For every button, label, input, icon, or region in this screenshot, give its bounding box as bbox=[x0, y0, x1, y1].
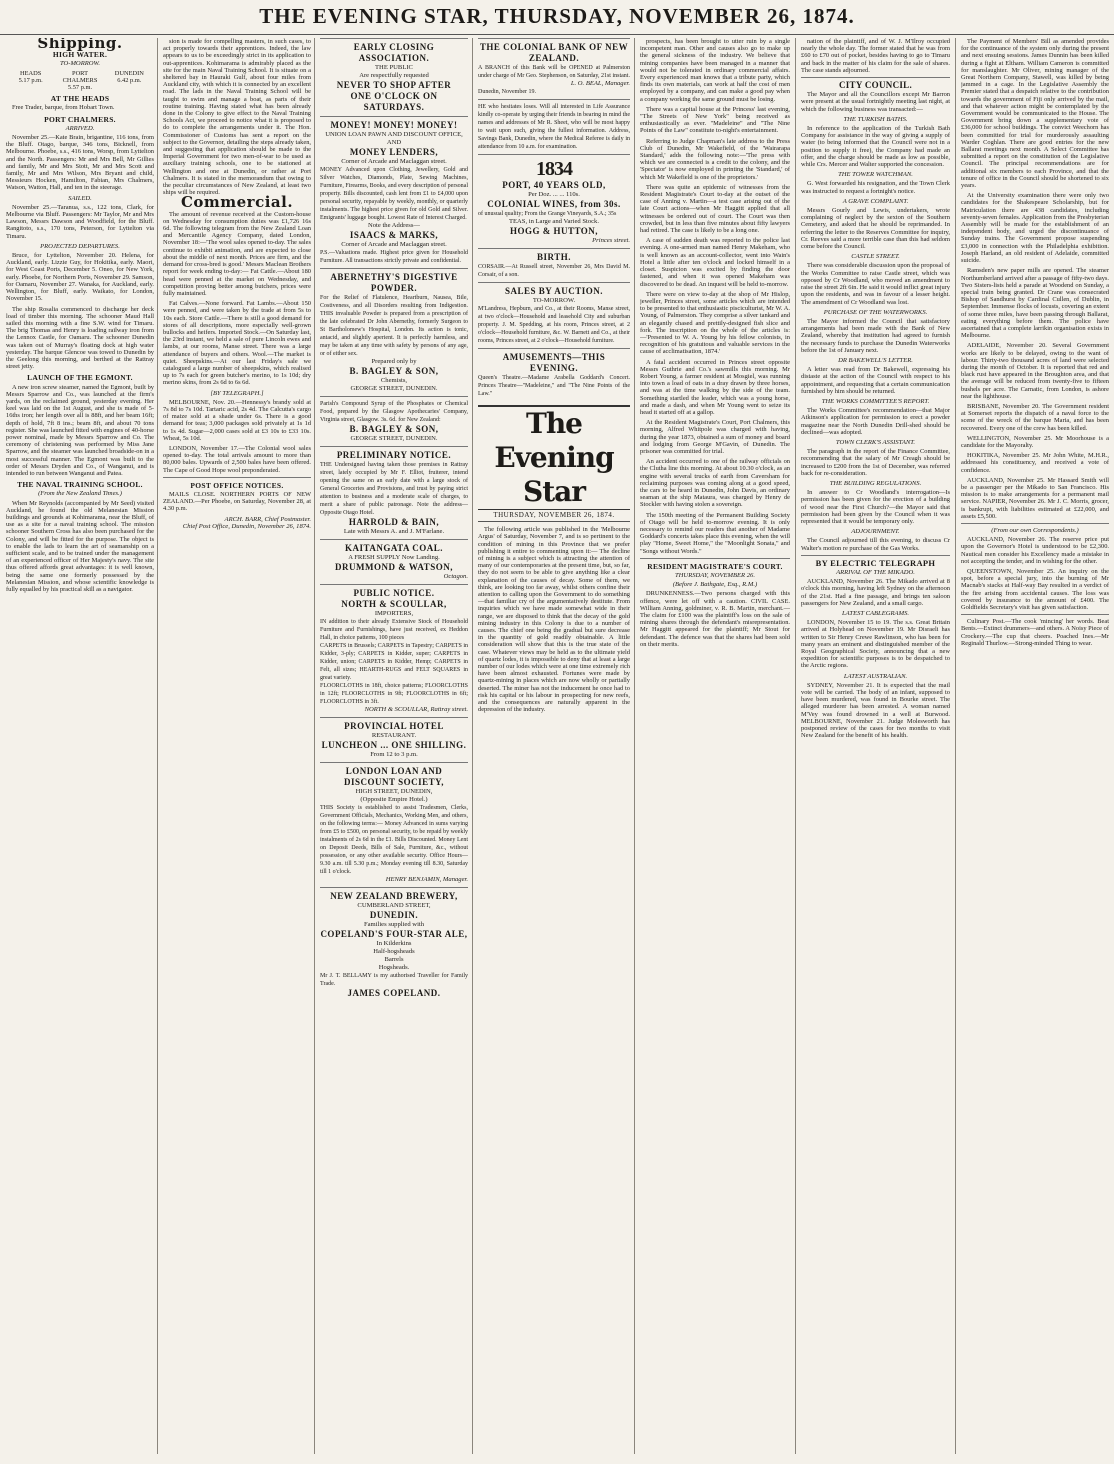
paragraph: AUCKLAND, November 26. The reserve price put upon the Governor's Hotel is understood to be £2,300. Nautical men consider his Excellency made a mistake in not accepting the tender, and in wishing for the other. bbox=[961, 536, 1109, 565]
paragraph: LONDON, November 15 to 19. The s.s. Great Britain arrived at Holyhead on November 19. Mr Disraeli has written to Sir Henry Crewe Rawlinson, who has been for many years an eminent and distinguished member of the Royal Geographical Society, announcing that a new expedition for scientific purposes is to be despatched to the Arctic regions. bbox=[801, 619, 950, 670]
ad-line: UNION LOAN PAWN AND DISCOUNT OFFICE, bbox=[325, 131, 463, 138]
paragraph: Ramsden's new paper mills are opened. The steamer Northumberland arrived after a passage of fifty-two days. Two Sisters-lists held a parade at Woodend on Sunday, a special train being granted. Dr Crane was consecrated Bishop of Sandhurst by Cardinal Cullen, of Dublin, in September. Immense flocks of locusts, covering an extent of some three miles, have been passing through Ballarat, eating everything before them. The police have ascertained that a complete larrikin organisation exists in Melbourne. bbox=[961, 267, 1109, 340]
paragraph: The Council adjourned till this evening, to discuss Cr Walter's motion re purchase of the Gas Works. bbox=[801, 537, 950, 552]
paragraph: The paragraph in the report of the Finance Committee, recommending that the salary of Mr Creagh should be increased to £200 from the 1st of December, was referred back for re-consideration. bbox=[801, 448, 950, 477]
paragraph: Referring to Judge Chapman's late address to the Press Club of Dunedin, Mr Wakefield, of the 'Wairarapa Standard,' adds the following note:—'The press with which we are connected is a credit to the colony, and the 'Spectator' is now employed in printing the 'Standard,' of which Mr Wakefield is one of the proprietors.' bbox=[640, 137, 790, 181]
column-rule bbox=[795, 38, 796, 1454]
paragraph: A fatal accident occurred in Princes street opposite Messrs Guthrie and Co.'s sawmills this morning. Mr Robert Young, a farmer resident at Mosgiel, was running into town a load of oats in a dray drawn by three horses, and was at the time walking by the side of the team. Something startled the leader, which was a young horse, and made a dash, and when Mr Young went to seize its head it started off at a gallop. bbox=[640, 358, 790, 416]
paragraph: sion is made for compelling masters, in such cases, to act properly towards their apprentices. Indeed, the law appears to us to be exceedingly strict in its application to out-apprentices. Kohimarama is admirably placed as the site for the main Naval Training School. It is situate on a sheltered bay in Hauraki Gulf, about four miles from Auckland city, with which it is connected by an excellent road. The lads in the Naval Training School will be taught to swim and manage a boat, as parts of their routine training. Having stated what has been already done in the Colony to give effect to the Naval Training Schools Act, we proceed to notice what it is proposed to do to complete the arrangements under it. The Hon. Commissioner of Customs has sent a report on the subject to the Governor, detailing the steps already taken, and suggesting that application should be made to the Imperial Government for two men-of-war to be used as auxiliary training schools, one to be stationed at Wellington and one at Dunedin, or rather at Port Chalmers. It is stated in the memorandum that owing to the peculiar circumstances of New Zealand, at least two ships will be required. bbox=[163, 38, 311, 197]
paragraph: The Payment of Members' Bill as amended provides for the continuance of the system only during the present and next ensuing sessions. James Dunnin has been killed during a fight at Eltham. William Cameron is committed for manslaughter. Mr Oliver, mining manager of the Great Northern Company, Stawell, was killed by being jammed in a cage. In the Legislative Assembly the Premier stated that a despatch relative to the contribution towards the government of Fiji only arrived by the mail, and that whatever action might be contemplated by the Government would be communicated to the House. The Government bring down a supplementary vote of £36,000 for school buildings. The convict Weechorn has been committed for trial for murderously assaulting Warder Coghlan. There are good entries for the new Ballarat meetings next month. A Select Committee has submitted a report on the constitution of the Legislative Council. The principal recommendations are for additional six members to each Province, and that the tenure of office in the Council should be shortened to six years. bbox=[961, 38, 1109, 190]
paragraph: When Mr Reynolds (accompanied by Mr Seed) visited Auckland, he found the old Melanesian Mission buildings and grounds at Kohimarama, near the Bluff, of use as a site for a naval training school. The mission schooner Southern Cross has also been purchased for the Colony, and will be fitted for the purpose. The object is to enable the lads to learn the art of seamanship on a sufficient scale, and to be trained under the management of an experienced officer of Her Majesty's navy. The site thus offered affords great advantages: it is well known, being the same one formerly possessed by the Melanesian Mission, and whose scientific knowledge is fully equalled by his practical skill as a navigator. bbox=[6, 499, 154, 594]
ad-body: CARPETS in Brussels; CARPETS in Tapestry; CARPETS in Kidder, 3-ply; CARPETS in Kidder, super; CARPETS in Kidder, union; CARPETS in Kidder, Hemp; CARPETS in Felt, all sizes; HEARTH-RUGS and FELT SQUARES in great variety. bbox=[320, 643, 468, 681]
ad-union-loan bbox=[320, 116, 468, 268]
ad-year: 1834 bbox=[536, 158, 572, 180]
ad-line: COLONIAL WINES, from 30s. bbox=[487, 199, 621, 209]
ad-provincial-hotel bbox=[320, 717, 468, 762]
ad-line: From 12 to 3 p.m. bbox=[370, 751, 418, 758]
ad-line: THE PUBLIC bbox=[375, 64, 413, 71]
ad-colonial-bank bbox=[478, 38, 630, 99]
ad-advertiser: DRUMMOND & WATSON, bbox=[335, 562, 453, 572]
notice-body: Queen's Theatre.—Madame Arabella Goddard's Concert. Princes Theatre—"Madeleine," and "The Nine Points of the Law." bbox=[478, 375, 630, 397]
tide-heading: HIGH WATER. bbox=[52, 50, 108, 60]
tide-entry bbox=[55, 70, 104, 92]
ad-wine-merchant bbox=[478, 154, 630, 248]
article-heading: THE NAVAL TRAINING SCHOOL. bbox=[17, 480, 143, 490]
ad-body: For the Relief of Flatulence, Heartburn, Nausea, Bile, Costiveness, and all Disorders resulting from Indigestion. THIS invaluable Powder is prepared from a prescription of the late celebrated Dr John Abernethy, formerly Surgeon to St Bartholomew's Hospital, London. Its action is tonic, antacid, and slightly aperient. It is perfectly harmless, and may be taken at any time with safety by persons of any age, or of either sex. bbox=[320, 295, 468, 357]
column-rule bbox=[157, 38, 158, 1454]
ad-address: GEORGE STREET, DUNEDIN. bbox=[350, 385, 438, 392]
paragraph: At the University examination there were only two candidates for the Shakespeare Scholarship, but for Matriculation there are 438 candidates, including seventy-seven females. Application from the Presbyterian Assembly will be made for the establishment of an independent body, and urged the discontinuance of Sunday trains. The Government propose suspending £3,000 in connection with the Philadelphia exhibition. Joseph Harland, an old resident of Adelaide, committed suicide. bbox=[961, 192, 1109, 265]
paragraph: Culinary Post.—The cook 'mincing' her words. Beat Bents.—Extinct drummers—and others. A Noisy Piece of Crockery.—The cup that cheers. Poached Ines.—Mr Reginald Thurlow.—Strong-minded Thing to wear. bbox=[961, 618, 1109, 647]
tide-subheading: TO-MORROW. bbox=[59, 60, 101, 68]
masthead: THE EVENING STAR, THURSDAY, NOVEMBER 26, 1874. bbox=[0, 4, 1114, 35]
paragraph: MELBOURNE, Nov. 20.—Hennessy's brandy sold at 7s 8d to 7s 10d. Tartaric acid, 2s 4d. The Calcutta's cargo of maize sold at a shade under 6s. There is a good demand for teas; 3,000 packages sold privately at 1s 1d to 1s 4d. Sugar—2,000 cases sold at £3 10s to £33 10s. Wheat, 5s 10d. bbox=[163, 398, 311, 442]
subheading: A GRAVE COMPLAINT. bbox=[842, 197, 909, 205]
paragraph: The Mayor and all the Councillors except Mr Barron were present at the usual fortnightly meeting last night, at which the following business was transacted:— bbox=[801, 91, 950, 113]
ad-line: A FRESH SUPPLY Now Landing. bbox=[348, 554, 440, 561]
ad-heading: THE COLONIAL BANK OF NEW ZEALAND. bbox=[479, 42, 629, 63]
ad-body: THE Undersigned having taken those premises in Rattray street, lately occupied by Mr F. Elliot, fruiterer, intend opening the same on an early date with a large stock of General Groceries and Provisions, and trust by paying strict attention to business and a moderate scale of charges, to merit a share of public patronage. Note the address—Opposite Otago Hotel. bbox=[320, 462, 468, 516]
column-local-news bbox=[640, 38, 790, 1454]
paragraph: Free Trader, barque, from Hobart Town. bbox=[12, 104, 115, 112]
paragraph: Bruce, for Lyttelton, November 20. Helena, for Auckland, early. Lizzie Guy, for Hokitika, early. Maori, for West Coast Ports, December 5. Oneo, for New York, early. Phoebe, for Northern Ports, November 29. Samson, for Oamaru, November 27. Wanaka, for Auckland, early. Wellington, for Bluff, early. Waikato, for London, November 15. bbox=[6, 252, 154, 303]
subheading: LATEST AUSTRALIAN. bbox=[843, 672, 908, 680]
ad-body: IN addition to their already Extensive Stock of Household Furniture and Furnishings, have just received, ex Heddon Hall, in choice patterns, 100 pieces bbox=[320, 619, 468, 641]
paragraph: The amount of revenue received at the Custom-house on Wednesday for consumption duties was £1,726 16s 6d. The following telegram from the New Zealand Loan and Mercantile Agency Company, dated London, November 18:—'The wool sales opened to-day. The sales continue to exhibit animation, and are expected to close about the middle of next month. Prices are firm, and the demand for cross-bred is good.' Messrs Maclean Brothers report for week ending to-day:— Fat Cattle.—About 180 head were penned at the market on Wednesday, and competition proving better among butchers, prices were fully maintained. bbox=[163, 210, 311, 297]
paragraph: There was a capital house at the Princess' last evening, "The Streets of New York" being received as enthusiastically as ever. "Madeleine" and "The Nine Points of the Law" constitute to-night's entertainment. bbox=[640, 105, 790, 135]
column-notices-leader bbox=[478, 38, 630, 1454]
auction-sales bbox=[478, 282, 630, 348]
ad-body: P.S.—Valuations made. Highest price given for Household Furniture. All transactions strictly private and confidential. bbox=[320, 250, 468, 264]
ad-address: Princes street. bbox=[592, 237, 630, 244]
column-rule bbox=[472, 38, 473, 1454]
ad-advertiser: HARROLD & BAIN, bbox=[348, 517, 440, 527]
ad-heading: PUBLIC NOTICE. bbox=[353, 588, 435, 598]
paragraph: Messrs Gourly and Lewis, undertakers, wrote complaining of neglect by the sexton of the Southern Cemetery, and asked that he should be reprimanded. In referring the letter to the Reserves Committee for inquiry, Cr. Reeves said a more terrible case than this had seldom come before the Council. bbox=[801, 207, 950, 251]
subheading: TOWN CLERK'S ASSISTANT. bbox=[835, 438, 916, 446]
amusements bbox=[478, 348, 630, 401]
ad-line: DUNEDIN. bbox=[369, 910, 419, 920]
paragraph: DRUNKENNESS.—Two persons charged with this offence, were let off with a caution. CIVIL CASE. William Anning, goldminer, v. R. B. Martin, merchant.—The claim for £100 was the plaintiff's loss on the sale of mining shares through the defendant's misrepresentation. Mr Haggitt appeared for the plaintiff; Mr Stout for defendant. The defence was that the shares had been sold on their merits. bbox=[640, 590, 790, 648]
ad-early-closing bbox=[320, 38, 468, 116]
ad-life-assurance bbox=[478, 99, 630, 154]
divider bbox=[961, 614, 1109, 615]
subheading: ADJOURNMENT. bbox=[851, 528, 900, 536]
paragraph: At the Resident Magistrate's Court, Port Chalmers, this morning, Alfred Whitpole was charged with having, during the year 1873, obtained a sum of money and board and lodging from George M'Gavin, of Dunedin. The prisoner was committed for trial. bbox=[640, 419, 790, 455]
paragraph: A letter was read from Dr Bakewell, expressing his distaste at the action of the Council with respect to his appointment, and requesting that a certain communication furnished by him should be returned. bbox=[801, 366, 950, 395]
paragraph: HOKITIKA, November 25. Mr John White, M.H.R., addressed his constituency, and received a vote of confidence. bbox=[961, 452, 1109, 474]
signature: JAMES COPELAND. bbox=[347, 988, 441, 998]
article-heading: BY ELECTRIC TELEGRAPH bbox=[815, 557, 936, 568]
ad-address: Octagon. bbox=[443, 573, 468, 580]
column-rule bbox=[314, 38, 315, 1454]
ad-line: TO-MORROW. bbox=[532, 297, 576, 304]
ad-body: Mr J. T. BELLAMY is my authorised Traveller for Family Trade. bbox=[320, 973, 468, 987]
paragraph: SYDNEY, November 21. It is expected that the mail vote will be carried. The body of an infant, supposed to have been murdered, was found in Bourke street. The alleged murderer has been arrested. A woman named M'Vey was found drowned in a well at Burwood. MELBOURNE, November 21. Judge Molesworth has postponed review of the cases for two months to visit New Zealand for the benefit of his health. bbox=[801, 681, 950, 740]
ad-heading: KAITANGATA COAL. bbox=[344, 543, 443, 553]
paragraph: The ship Rosalia commenced to discharge her deck load of timber this morning. The schooner Maud Hall sailed this morning with a fine S.W. wind for Timaru. The brig Thomas and Henry is loading railway iron from the Lennox Castle, for Oamaru. The schooner Dunedin was taken out of Murray's floating dock at high water yesterday. The barque Glencoe was towed to Dunedin by the Geelong this morning, and berthed at the Rattray street jetty. bbox=[6, 305, 154, 371]
ad-line: Note the Address— bbox=[367, 222, 420, 229]
tide-table bbox=[6, 70, 154, 92]
notice-heading: POST OFFICE NOTICES. bbox=[190, 480, 284, 490]
ad-line: (Opposite Empire Hotel.) bbox=[360, 796, 428, 803]
column-telegraph-continued bbox=[961, 38, 1109, 1454]
ad-heading: ABERNETHY'S DIGESTIVE POWDER. bbox=[330, 272, 458, 293]
notice-body: CORSAIR.—At Russell street, November 26, Mrs David M. Corsair, of a son. bbox=[478, 264, 630, 278]
ad-line: Families supplied with bbox=[363, 921, 425, 928]
ad-line: TEAS, in Large and Varied Stock. bbox=[508, 218, 600, 225]
ad-kaitangata-coal bbox=[320, 539, 468, 584]
dateline: Chief Post Office, Dunedin, November 26, 1874. bbox=[182, 522, 311, 530]
subheading: ARRIVAL OF THE MIKADO. bbox=[836, 569, 915, 576]
paragraph: In answer to Cr Woodland's interrogation—Is permission has been given for the erection of a building of wood near the First Church?—the Mayor said that permission had been given by the Council when it was represented that it would be temporary only. bbox=[801, 489, 950, 525]
ad-heading: MONEY! MONEY! MONEY! bbox=[330, 120, 458, 130]
ad-heading: LONDON LOAN AND DISCOUNT SOCIETY, bbox=[343, 766, 445, 787]
paragraph: The 150th meeting of the Permanent Building Society of Otago will be held to-morrow evening. It is only necessary to remind our readers that another of Madame Goddard's concerts takes place this evening, when the will play "Home, Sweet Home," the "Moonlight Sonata," and "Songs without Words." bbox=[640, 511, 790, 555]
tide-place: HEADS bbox=[20, 69, 42, 77]
notice-heading: SALES BY AUCTION. bbox=[505, 286, 603, 296]
article-heading: RESIDENT MAGISTRATE'S COURT. bbox=[647, 561, 783, 571]
paper-title: The Evening Star bbox=[478, 405, 630, 510]
tide-entry bbox=[6, 70, 55, 92]
subheading: [BY TELEGRAPH.] bbox=[210, 389, 264, 397]
tide-time: 5.57 p.m. bbox=[67, 84, 93, 92]
paragraph: QUEENSTOWN, November 25. An inquiry on the spot, before a special jury, into the burning of Mr Macnab's stacks at Half-way Bay resulted in a verdict of the fire arising from accidental causes. The loss was covered by insurance to the amount of £400. The Goldfields Secretary's visit has given satisfaction. bbox=[961, 568, 1109, 612]
ad-heading: PRELIMINARY NOTICE. bbox=[336, 450, 452, 460]
leader-article: The following article was published in the 'Melbourne Argus' of Saturday, November 7, and is so pertinent to the condition of mining in this Province that we prefer publishing it entire to commenting upon it:— The decline of mining is a subject which is attracting the attention of many of our contemporaries at the present time, but, so far, they do not seem to be able to give anything like a clear explanation of the causes of decay. Some of them, we think, are looking too far away, whilst others confine their attention to calling upon the Government to do something—that familiar cry of the argumentatively destitute. From inquiries which we have made somewhat wide in their range, we are disposed to think that the decay of the gold mining industry in this Colony is due to a number of causes. The chief one being the gradual but sure decrease in the quantity of gold readily obtainable. A little consideration will show that this is the true state of the case. Whatever views may be held as to the ultimate yield of quartz lodes, it is impossible to deny that at least a large number of our lodes which were at one time extremely rich have been almost exhausted. Fortunes were made by quartz-mining in places which are now wholly or partially deserted. The miner has not the inducement he once had to risk his capital or his labour in prospecting for new reefs, and the consequences are naturally apparent in the depression of the industry. bbox=[478, 526, 630, 714]
ad-body: A BRANCH of this Bank will be OPENED at Palmerston under charge of Mr Geo. Stephenson, on Saturday, 21st instant. bbox=[478, 65, 630, 79]
signature: ARCH. BARR, Chief Postmaster. bbox=[224, 515, 311, 523]
ad-heading: PROVINCIAL HOTEL bbox=[344, 721, 444, 731]
paragraph: nation of the plaintiff, and of W. J. M'Ilroy occupied nearly the whole day. The former stated that he was from £60 to £70 out of pocket, besides having to go to Timaru and back in the matter of his claim for the sale of shares. The case stands adjourned. bbox=[801, 38, 950, 74]
paragraph: There was considerable discussion upon the proposal of the Works Committee to raise Castle street, which was opposed by Cr Woodland, who moved an amendment to raise the street 2ft 6in. He said it would inflict great injury upon the residents, and was in favour of a lesser height. The amendment of Cr Woodland was lost. bbox=[801, 262, 950, 306]
ad-line: ONE O'CLOCK ON SATURDAYS. bbox=[350, 91, 438, 112]
signature: HENRY BENJAMIN, Manager. bbox=[385, 876, 468, 883]
column-shipping bbox=[6, 38, 154, 1454]
ad-body: of unusual quality; From the Grange Vineyards, S.A.; 35s bbox=[478, 211, 617, 217]
ad-line: Prepared only by bbox=[371, 358, 417, 365]
ad-body: HE who hesitates loses. Will all interested in Life Assurance kindly co-operate by urging their friends in bearing in mind the names and addresses of Mr R. Sheet, who will be most happy to wait upon such, giving the fullest information. Address, Savings Bank, Dunedin, where the Medical Referee is daily in attendance from 10 a.m. for examination. bbox=[478, 104, 630, 150]
column-advertisements bbox=[320, 38, 468, 1454]
paragraph: Fat Calves.—None forward. Fat Lambs.—About 150 were penned, and were taken by the trade at from 5s to 10s each. Store Cattle.—There is still a good demand for stores of all descriptions, more especially well-grown bullocks and heifers. Imported Stock.—On Saturday last, the 23rd instant, we held a sale of pure Lincoln ewes and lambs, at our rooms, Manse street. There was a large attendance of buyers and others. Wool.—The market is quiet. Sheepskins.—At our last Friday's sale we catalogued a large number of sheepskins, which realised up to 7s each for green butcher's merino, to 1s 10d; dry merino skins, from 2s 6d to 6s 6d. bbox=[163, 300, 311, 387]
subheading: PURCHASE OF THE WATERWORKS. bbox=[823, 308, 928, 316]
birth-notice bbox=[478, 248, 630, 282]
ad-address: Corner of Arcade and Maclaggan street. bbox=[341, 241, 447, 248]
ad-body: THIS Society is established to assist Tradesmen, Clerks, Government Officials, Mechanics, Working Men, and others, on the following terms:— Money Advanced in sums varying from £5 to £500, on personal security, to be repaid by weekly instalments of 2s 6d in the £1. Bills Discounted. Money Lent on Deposit Deeds, Bills of Sale, Furniture, &c., without possession, or any other available security. Office Hours—9.30 a.m. till 5.30 p.m.; Monday evening till 8.30, Saturday till 1 o'clock. bbox=[320, 805, 468, 875]
ad-line: Late with Messrs A. and J. M'Farlane. bbox=[343, 528, 445, 535]
subheading: LATEST CABLEGRAMS. bbox=[841, 610, 910, 618]
tide-entry bbox=[105, 70, 154, 92]
ad-line: AND bbox=[386, 139, 402, 146]
paragraph: An accident occurred to one of the railway officials on the Clutha line this morning. At about 10.30 o'clock, as an engine with several trucks of earth from Caversham for reclaiming purposes was coming along at a good speed, the cars to be heard in Dunedin, John Davis, an ordinary seaman at the ship Mataura, was charged by Henry de Stockler with having stolen a sovereign. bbox=[640, 458, 790, 509]
notice-body: M'Landress, Hepburn, and Co., at their Rooms, Manse street, at two o'clock—Household and leasehold City and suburban property. J. M. Spedding, at his room, Princes street, at 2 o'clock—Household furniture, &c. W. Barnett and Co., at their rooms, Princes street, at 2 o'clock—Household furniture. bbox=[478, 306, 630, 344]
column-council-telegraph bbox=[801, 38, 950, 1454]
notice-heading: AMUSEMENTS—THIS EVENING. bbox=[502, 352, 606, 373]
subheading: SAILED. bbox=[68, 194, 92, 202]
subheading: THE TURKISH BATHS. bbox=[843, 115, 908, 123]
notice-heading: BIRTH. bbox=[537, 252, 571, 262]
ad-line: NEVER TO SHOP AFTER bbox=[336, 80, 452, 90]
ad-body: Parish's Compound Syrup of the Phosphates or Chemical Food, prepared by the Glasgow Apothecaries' Company, Virginia street, Glasgow. 3s. 6d. for New Zealand: bbox=[320, 401, 468, 423]
paragraph: A case of sudden death was reported to the police last evening. A one-armed man named Henry Makeham, who is well known as an account-collector, went into Wain's Hotel a little after ten o'clock and locked himself in a closet. Suspicion was excited by finding the door fastened, and when it was opened Makeham was discovered to be dead. An inquest will be held to-morrow. bbox=[640, 237, 790, 288]
ad-advertiser: B. BAGLEY & SON, bbox=[349, 366, 439, 376]
article-source: (From the New Zealand Times.) bbox=[38, 490, 122, 498]
paragraph: November 25.—Kate Brain, brigantine, 116 tons, from the Bluff. Otago, barque, 346 tons, Bicknell, from Melbourne. Phoebe, s.s., 416 tons, Worsp, from Lyttelton and the North. Passengers: Mr and Mrs Bell, Mr Gillies and family, Mr and Mrs Stott, Mr and Mrs Scott and family, Mr and Mrs Wilson, Mrs Bryant and child, Messieurs Hocken, Hamilton, Fabian, Mrs Chalmers, Watson, Watton, Hall, and ten in the steerage. bbox=[6, 134, 154, 192]
signature: L. O. BEAL, Manager. bbox=[570, 80, 630, 87]
divider bbox=[163, 477, 311, 478]
article-heading: LAUNCH OF THE EGMONT. bbox=[27, 373, 133, 383]
column-rule bbox=[634, 38, 635, 1454]
ad-heading: EARLY CLOSING ASSOCIATION. bbox=[353, 42, 435, 63]
ad-brewery bbox=[320, 887, 468, 1002]
ad-address: CUMBERLAND STREET, bbox=[357, 902, 431, 909]
paragraph: There were on view to-day at the shop of Mr Hislop, jeweller, Princes street, some articles which are intended to be presented to that enthusiastic pisciculturist, Mr W. A. Young, of Palmerston. They comprise a silver tankard and an elegantly chased and prettily-designed fish slice and fork. The inscription on the whole of the articles is:—'Presented to W. A. Young by his fellow colonists, in recognition of his gratuitous and valuable services in the cause of acclimatisation, 1874.' bbox=[640, 290, 790, 356]
ad-north-scoullar bbox=[320, 584, 468, 717]
ad-line: Are respectfully requested bbox=[359, 72, 429, 79]
ad-advertiser: ISAACS & MARKS, bbox=[349, 230, 439, 240]
ad-heading: NEW ZEALAND BREWERY, bbox=[330, 891, 458, 901]
ad-line: COPELAND'S FOUR-STAR ALE, bbox=[320, 929, 468, 939]
subheading: (Before J. Bathgate, Esq., R.M.) bbox=[672, 581, 758, 589]
subheading: THE TOWER WATCHMAN. bbox=[838, 171, 913, 179]
ad-address: GEORGE STREET, DUNEDIN. bbox=[350, 435, 438, 442]
subheading: DR BAKEWELL'S LETTER. bbox=[838, 356, 913, 364]
subheading: THE WORKS COMMITTEE'S REPORT. bbox=[821, 397, 930, 405]
issue-date: THURSDAY, NOVEMBER 26, 1874. bbox=[478, 512, 630, 522]
ad-line: Half-hogsheads bbox=[373, 948, 415, 955]
subheading: THE BUILDING REGULATIONS. bbox=[829, 479, 922, 487]
ad-line: Barrels bbox=[384, 956, 404, 963]
ad-line: Corner of Arcade and Maclaggan street. bbox=[341, 158, 447, 165]
paragraph: AUCKLAND, November 26. The Mikado arrived at 8 o'clock this morning, having left Sydney on the afternoon of the 21st. Had a fine passage, and brings ten saloon passengers for New Zealand, and a small cargo. bbox=[801, 578, 950, 607]
subheading: PORT CHALMERS. bbox=[44, 114, 116, 124]
subheading: PROJECTED DEPARTURES. bbox=[40, 242, 120, 250]
paragraph: ADELAIDE, November 20. Several Government works are likely to be delayed, owing to the want of labour. Thirty-two thousand acres of land were selected during the month of October. It is reported that red and black rust have appeared in the Broughton area, and that the average will be reduced from twenty-five to fifteen bushels per acre. The Carnatic, from London, is ashore near the lighthouse. bbox=[961, 342, 1109, 400]
divider bbox=[801, 555, 950, 556]
section-heading-shipping: Shipping. bbox=[37, 38, 123, 52]
dateline: Dunedin, November 19. bbox=[478, 89, 536, 95]
subheading: ARRIVED. bbox=[65, 124, 95, 132]
paragraph: LONDON, November 17.—The Colonial wool sales opened to-day. The total arrivals amount to more than 80,000 bales. Upwards of 2,500 bales have been offered. The Cape of Good Hope wool preponderated. bbox=[163, 444, 311, 474]
article-heading: CITY COUNCIL. bbox=[838, 80, 913, 91]
tide-place: DUNEDIN bbox=[114, 69, 144, 77]
ad-line: Chemists, bbox=[380, 377, 408, 384]
subheading: AT THE HEADS bbox=[50, 94, 110, 104]
paragraph: There was quite an epidemic of witnesses from the Resident Magistrate's Court to-day at the outset of the case of Anning v. Martin—a test case arising out of the late Court actions—when Mr Haggitt applied that all witnesses be ordered out of court. The Court was then crowded, but in less than five minutes about fifty lawyers had retired. The case is likely to be a long one. bbox=[640, 183, 790, 235]
ad-advertiser: NORTH & SCOULLAR, bbox=[341, 599, 447, 609]
paragraph: WELLINGTON, November 25. Mr Moorhouse is a candidate for the Mayoralty. bbox=[961, 434, 1109, 449]
paragraph: November 25.—Taranua, s.s., 122 tons, Clark, for Melbourne via Bluff. Passengers: Mr Taylor, Mr and Mrs Lawson, Messrs Dawson and Woodfield, for the Bluff. Rangitoto, s.s., 170 tons, Peterson, for Lyttelton via Timaru. bbox=[6, 203, 154, 240]
ad-advertiser: HOGG & HUTTON, bbox=[509, 226, 599, 236]
ad-digestive-powder bbox=[320, 268, 468, 396]
paragraph: In reference to the application of the Turkish Bath Company for assistance in the way of giving a supply of water (to being informed that the Council were not in a position to supply it free), the Company had made an offer, and the charge should be made as low as possible, while Crs. Mercer and Walter supported the concession. bbox=[801, 125, 950, 169]
section-heading-commercial: Commercial. bbox=[180, 193, 294, 212]
paragraph: prospects, has been brought to utter ruin by a single incompetent man. Other and causes also go to make up the general sickness of the industry. We believe that mining companies have been managed in a manner that would not be tolerated in ordinary commercial affairs. Every experienced man knows that a tribute party, which finds its own materials, can work at half the cost of men employed by a company, and can make a good pay when a company working the same ground must be losing. bbox=[640, 38, 790, 103]
ad-price: Per Doz. ... ... 110s. bbox=[528, 191, 580, 198]
subheading: CASTLE STREET. bbox=[851, 253, 900, 261]
tide-time: 6.42 p.m. bbox=[117, 76, 142, 84]
subheading: THURSDAY, NOVEMBER 26. bbox=[675, 572, 755, 580]
ad-line: MONEY LENDERS, bbox=[349, 147, 439, 157]
ad-line: RESTAURANT. bbox=[371, 732, 417, 739]
paragraph: BRISBANE, November 20. The Government resident at Somerset reports the dispatch of a naval force to the scene of the wreck of the barque Maria, and has been recovered. Every one of the crew has been killed. bbox=[961, 402, 1109, 432]
paragraph: MAILS CLOSE. NORTHERN PORTS OF NEW ZEALAND.—Per Phoebe, on Saturday, November 28, at 4.30 p.m. bbox=[163, 490, 311, 513]
ad-body: FLOORCLOTHS in 18ft, choice patterns; FLOORCLOTHS in 12ft; FLOORCLOTHS in 9ft; FLOORCLOTHS in 6ft; FLOORCLOTHS in 3ft. bbox=[320, 683, 468, 705]
divider bbox=[640, 558, 790, 559]
column-rule bbox=[955, 38, 956, 1454]
ad-body: MONEY Advanced upon Clothing, Jewellery, Gold and Silver Watches, Diamonds, Plate, Sewing Machines, Furniture, Firearms, Books, and every description of personal property. Bills discounted, cash lent from £1 to £4,000 upon personal security, repayable by weekly, monthly, or quarterly instalments. The highest price given for old Gold and Silver. Emigrants' luggage bought. Lowest Rate of Interest Charged. bbox=[320, 167, 468, 221]
ad-chemical-food bbox=[320, 396, 468, 446]
ad-line: LUNCHEON ... ONE SHILLING. bbox=[321, 740, 467, 750]
signature: NORTH & SCOULLAR, Rattray street. bbox=[364, 706, 468, 713]
paragraph: G. West forwarded his resignation, and the Town Clerk was instructed to request a fortnight's notice. bbox=[801, 180, 950, 195]
ad-line: In Kilderkins bbox=[376, 940, 412, 947]
ad-address: HIGH STREET, DUNEDIN, bbox=[355, 788, 433, 795]
ad-line: Hogsheads. bbox=[378, 964, 410, 971]
ad-heading: PORT, 40 YEARS OLD, bbox=[502, 180, 606, 190]
paragraph: The Works Committee's recommendation—that Major Atkinson's application for permission to erect a powder magazine near the North Dunedin Drill-shed should be declined—was adopted. bbox=[801, 407, 950, 436]
ad-loan-society bbox=[320, 762, 468, 887]
ad-line: IMPORTERS, bbox=[374, 610, 414, 617]
tide-place: PORT CHALMERS bbox=[62, 69, 98, 84]
subheading: (From our own Correspondents.) bbox=[991, 527, 1079, 534]
divider bbox=[801, 77, 950, 78]
paragraph: A new iron screw steamer, named the Egmont, built by Messrs Sparrow and Co., was launched at the firm's yards, on the reclaimed ground, yesterday evening. Her keel was laid on the 1st August, and she is made of 5-16ths iron; her length over all is 88ft, and her beam 16ft; depth of hold, 7ft 8 ins.; beam 8ft, and about 70 tons register. She was launched fitted with engines of 40-horse power nominal, made by Messrs Sparrow and Co. The ceremony of christening was performed by Miss Jane Sparrow, and the steamer was launched broadside-on in a most successful manner. The Egmont was built to the order of Messrs Dryden and Co., of Wanganui, and is intended to run between Wanganui and Patea. bbox=[6, 383, 154, 477]
paragraph: AUCKLAND, November 25. Mr Hassard Smith will be a passenger per the Mikado to San Francisco. His mission is to make arrangements for a permanent mail service. NAPIER, November 26. Mr J. C. Morris, grocer, is bankrupt, with liabilities estimated at £22,000, and assets £5,500. bbox=[961, 476, 1109, 520]
paragraph: The Mayor informed the Council that satisfactory arrangements had been made with the Bank of New Zealand, whereby that institution had agreed to furnish the necessary funds to purchase the Dunedin Waterworks before the 1st of January next. bbox=[801, 317, 950, 354]
ad-preliminary-notice bbox=[320, 446, 468, 539]
ad-advertiser: B. BAGLEY & SON, bbox=[349, 424, 439, 434]
divider bbox=[961, 523, 1109, 524]
column-commercial bbox=[163, 38, 311, 1454]
tide-time: 5.17 p.m. bbox=[18, 76, 43, 84]
